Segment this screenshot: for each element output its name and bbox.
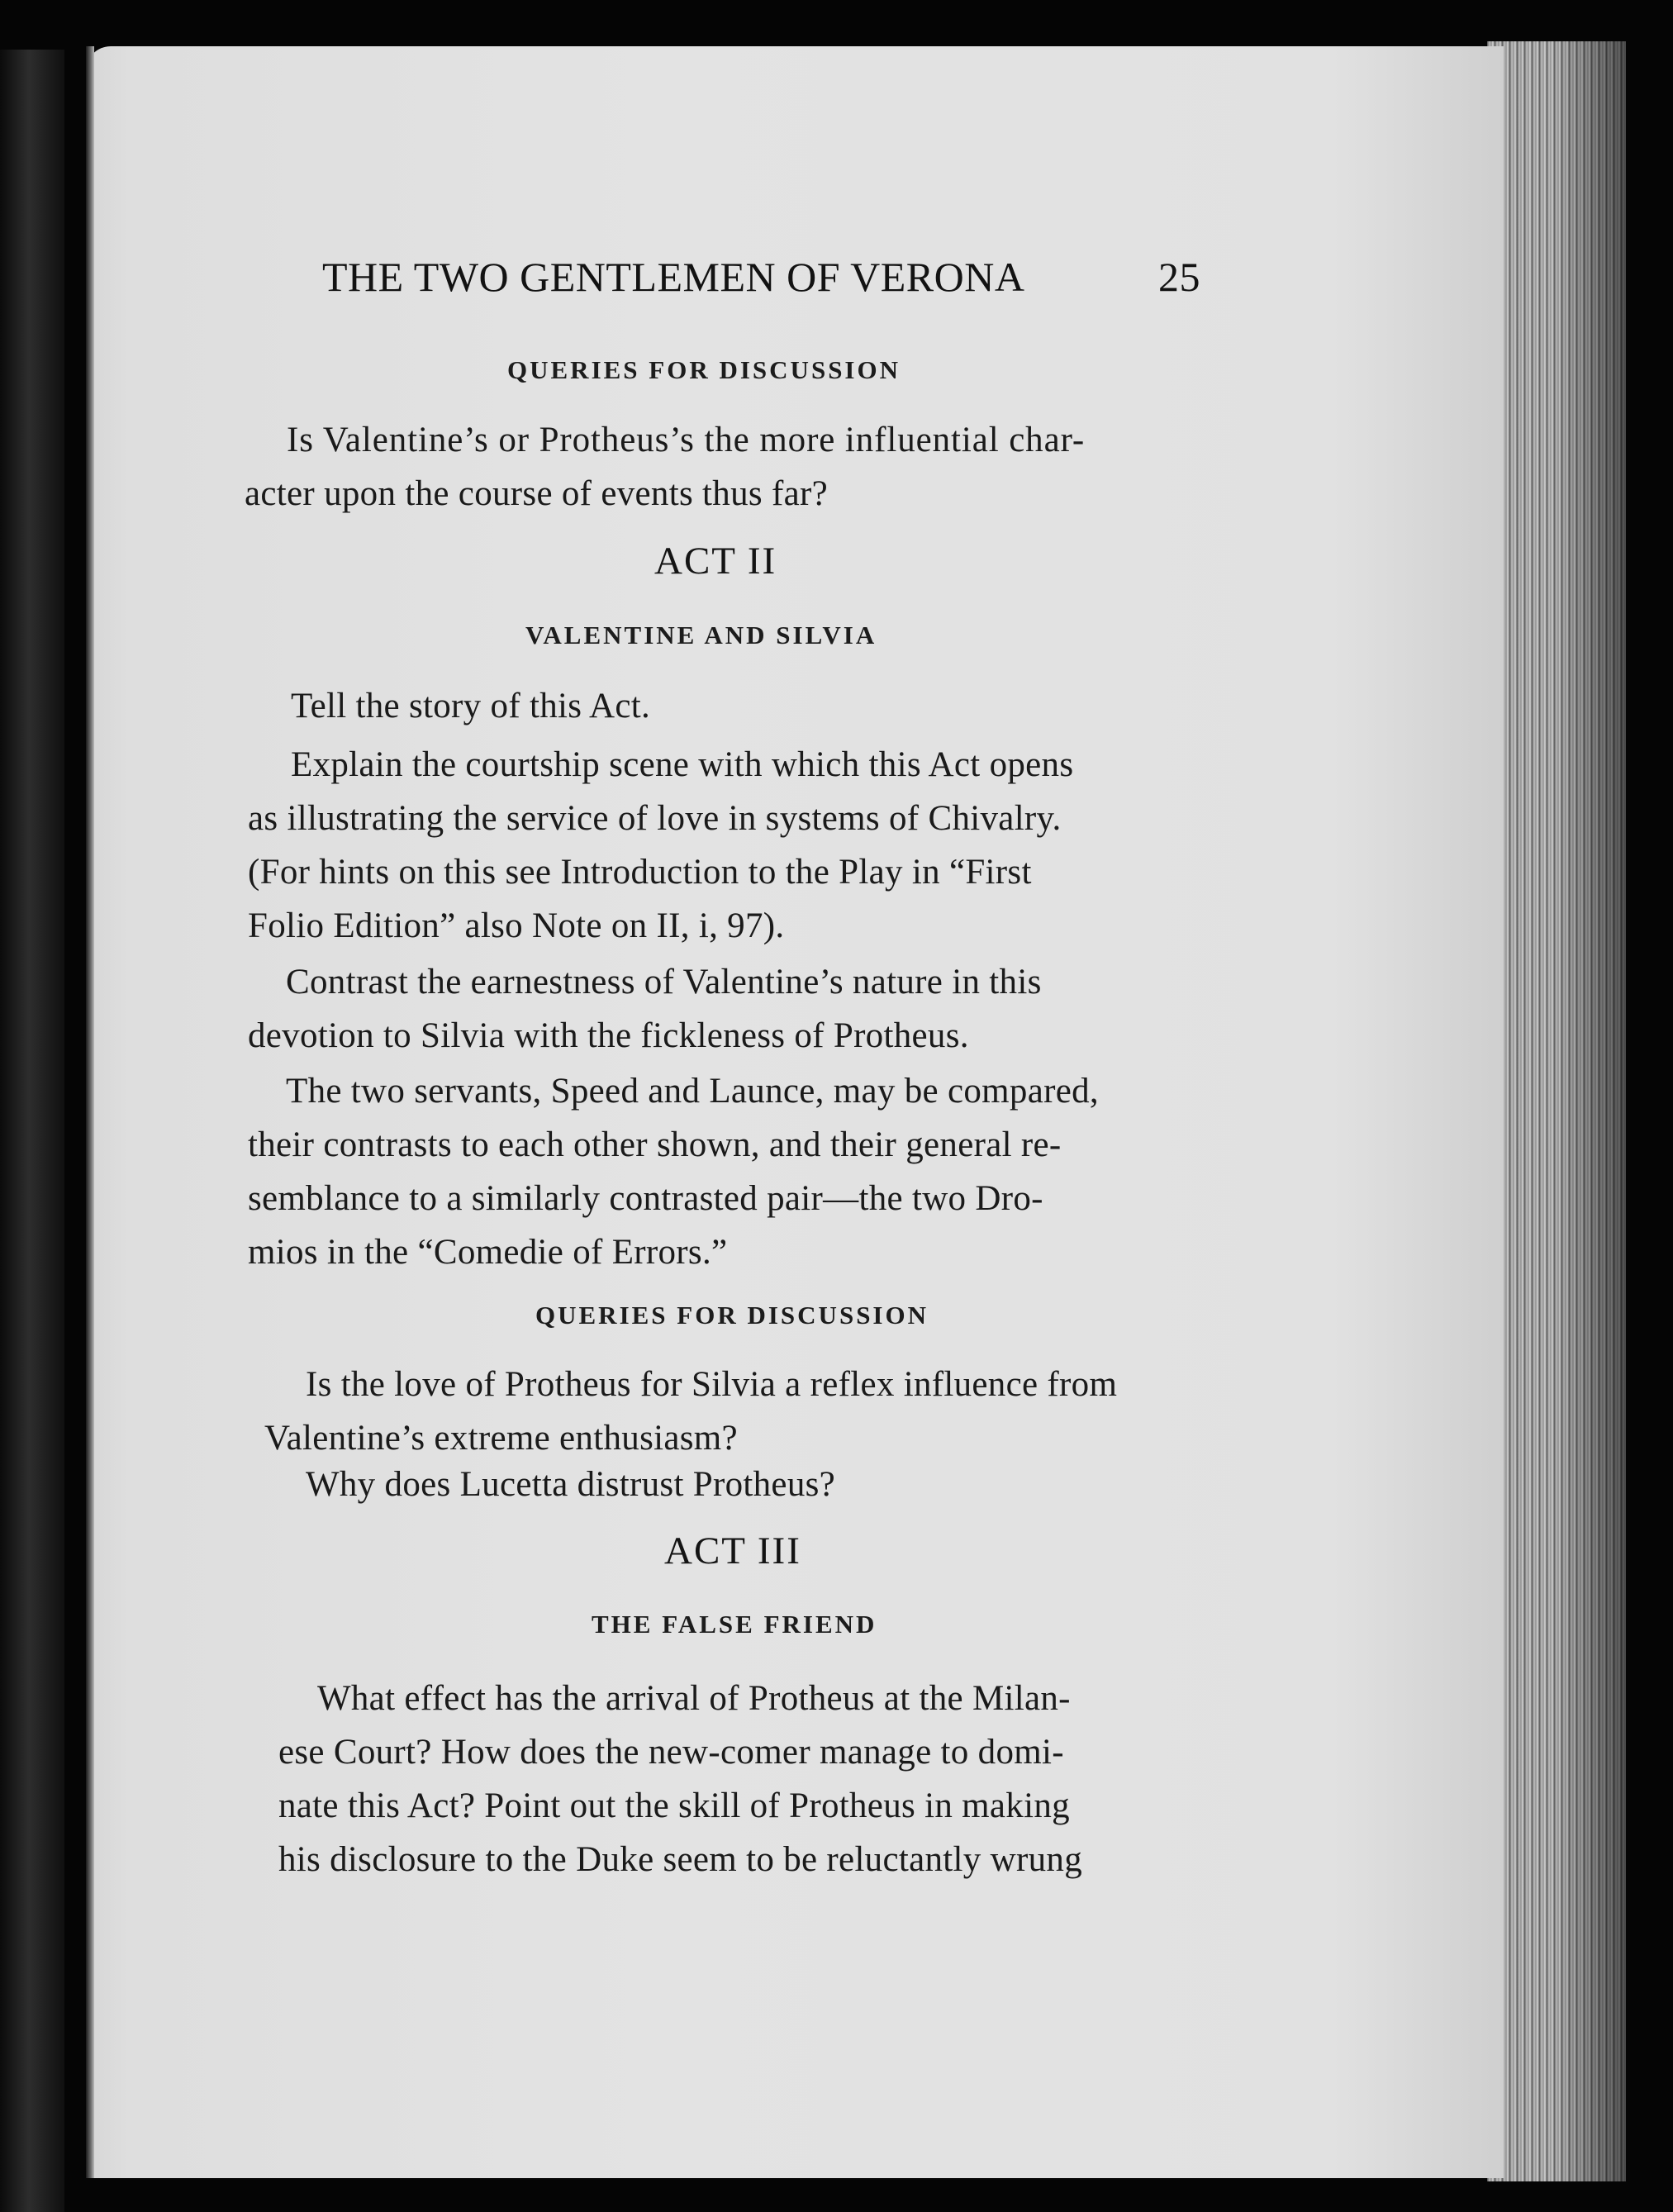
text-line: The two servants, Speed and Launce, may be compared, [286, 1072, 1099, 1111]
text-line: as illustrating the service of love in systems of Chivalry. [248, 799, 1062, 838]
text-line: Valentine’s extreme enthusiasm? [264, 1419, 738, 1458]
gutter-shadow [86, 46, 94, 2178]
text-line: Is the love of Protheus for Silvia a reflex influence from [306, 1365, 1118, 1404]
text-line: Is Valentine’s or Protheus’s the more influential char- [287, 421, 1086, 459]
text-line: semblance to a similarly contrasted pair—the two Dro- [248, 1179, 1043, 1218]
text-line: nate this Act? Point out the skill of Protheus in making [278, 1786, 1070, 1825]
text-line: ese Court? How does the new-comer manage to domi- [278, 1733, 1064, 1772]
act-iii-subtitle: THE FALSE FRIEND [592, 1610, 877, 1639]
act-ii-subtitle: VALENTINE AND SILVIA [525, 621, 877, 649]
text-line: Why does Lucetta distrust Protheus? [306, 1465, 836, 1504]
page-edges-shadow [1553, 41, 1626, 2181]
act-ii-title: ACT II [654, 540, 777, 583]
text-line: Explain the courtship scene with which this Act opens [291, 745, 1074, 784]
book-cover-edge [0, 50, 64, 2212]
text-line: devotion to Silvia with the fickleness of Protheus. [248, 1016, 969, 1055]
text-line: their contrasts to each other shown, and their general re- [248, 1125, 1062, 1164]
text-line: Contrast the earnestness of Valentine’s nature in this [286, 963, 1042, 1001]
act-iii-title: ACT III [664, 1529, 801, 1572]
text-line: Folio Edition” also Note on II, i, 97). [248, 906, 785, 945]
running-head-title: THE TWO GENTLEMEN OF VERONA [322, 254, 1025, 300]
text-line: What effect has the arrival of Protheus at the Milan- [317, 1679, 1071, 1718]
queries-heading-1: QUERIES FOR DISCUSSION [507, 355, 901, 384]
text-line: Tell the story of this Act. [291, 687, 651, 725]
queries-heading-2: QUERIES FOR DISCUSSION [535, 1301, 929, 1330]
text-line: his disclosure to the Duke seem to be reluctantly wrung [278, 1840, 1083, 1879]
book-page [86, 46, 1504, 2178]
text-line: acter upon the course of events thus far? [245, 474, 828, 513]
text-line: mios in the “Comedie of Errors.” [248, 1233, 728, 1272]
page-number: 25 [1158, 254, 1200, 300]
text-line: (For hints on this see Introduction to the Play in “First [248, 853, 1032, 892]
